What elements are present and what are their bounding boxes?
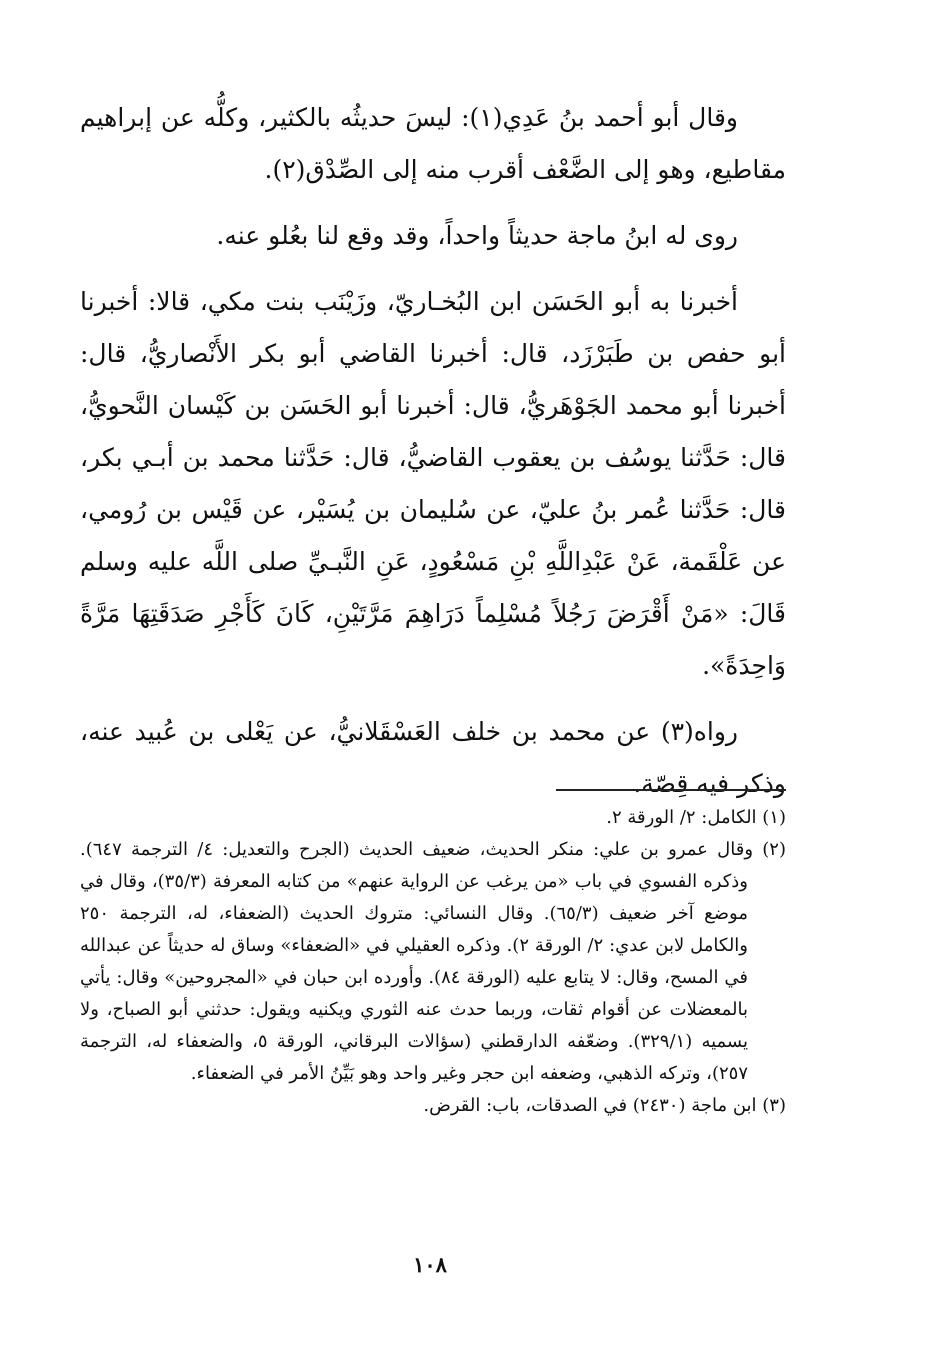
paragraph-gap [80,262,786,276]
paragraph-isnad-hadith: أخبرنا به أبو الحَسَن ابن البُخـاريّ، وزَيْنَب بنت مكي، قالا: أخبرنا أبو حفص بن طَبَرْزَد، قال: أخبرنا القاضي أبو بكر الأَنْصاريُّ، قال: أخبرنا أبو محمد الجَوْهَريُّ، قال: أخبرنا أبو الحَسَن بن كَيْسان النَّحويُّ، قال: حَدَّثنا يوسُف بن يعقوب القاضيُّ، قال: حَدَّثنا محمد بن أبـي بكر، قال: حَدَّثنا عُمر بنُ عليّ، عن سُليمان بن يُسَيْر، عن قَيْس بن رُومي، عن عَلْقَمة، عَنْ عَبْدِاللَّهِ بْنِ مَسْعُودٍ، عَنِ النَّبـيِّ صلى اللَّه عليه وسلم قَالَ: «مَنْ أَقْرَضَ رَجُلاً مُسْلِماً دَرَاهِمَ مَرَّتَيْنِ، كَانَ كَأَجْرِ صَدَقَتِهَا مَرَّةً وَاحِدَةً». [80,287,786,680]
paragraph-ibn-adi: وقال أبو أحمد بنُ عَدِي(١): ليسَ حديثُه بالكثير، وكلُّه عن إبراهيم مقاطيع، وهو إلى الضَّعْف أقرب منه إلى الصِّدْق(٢). [80,103,786,184]
footnote-3: (٣) ابن ماجة (٢٤٣٠) في الصدقات، باب: القرض. [423,1095,786,1116]
paragraph-gap [80,692,786,706]
paragraph-riwayah: رواه(٣) عن محمد بن خلف العَسْقَلانيُّ، عن يَعْلى بن عُبيد عنه، وذكر فيه قِصّة. [80,717,786,798]
footnote-separator [556,789,786,791]
page-number: ١٠٨ [413,1252,447,1277]
footnotes [80,802,786,1122]
footnote-1: (١) الكامل: ٢/ الورقة ٢. [606,807,786,828]
footnote-2: (٢) وقال عمرو بن علي: منكر الحديث، ضعيف الحديث (الجرح والتعديل: ٤/ الترجمة ٦٤٧). وذكره الفسوي في باب «من يرغب عن الرواية عنهم» من كتابه المعرفة (٣٥/٣)، وقال في موضع آخر ضعيف (٦٥/٣). وقال النسائي: متروك الحديث (الضعفاء، له، الترجمة ٢٥٠ والكامل لابن عدي: ٢/ الورقة ٢). وذكره العقيلي في «الضعفاء» وساق له حديثاً عن عبدالله في المسح، وقال: لا يتابع عليه (الورقة ٨٤). وأورده ابن حبان في «المجروحين» وقال: يأتي بالمعضلات عن أقوام ثقات، وربما حدث عنه الثوري ويكنيه ويقول: حدثني أبو الصباح، ولا يسميه (٣٢٩/١). وضعّفه الدارقطني (سؤالات البرقاني، الورقة ٥، والضعفاء له، الترجمة ٢٥٧)، وتركه الذهبي، وضعفه ابن حجر وغير واحد وهو بَيِّنُ الأمر في الضعفاء. [80,839,786,1084]
main-text [80,92,786,810]
paragraph-ibn-majah-narration: روى له ابنُ ماجة حديثاً واحداً، وقد وقع لنا بعُلو عنه. [216,221,738,250]
paragraph-gap [80,196,786,210]
